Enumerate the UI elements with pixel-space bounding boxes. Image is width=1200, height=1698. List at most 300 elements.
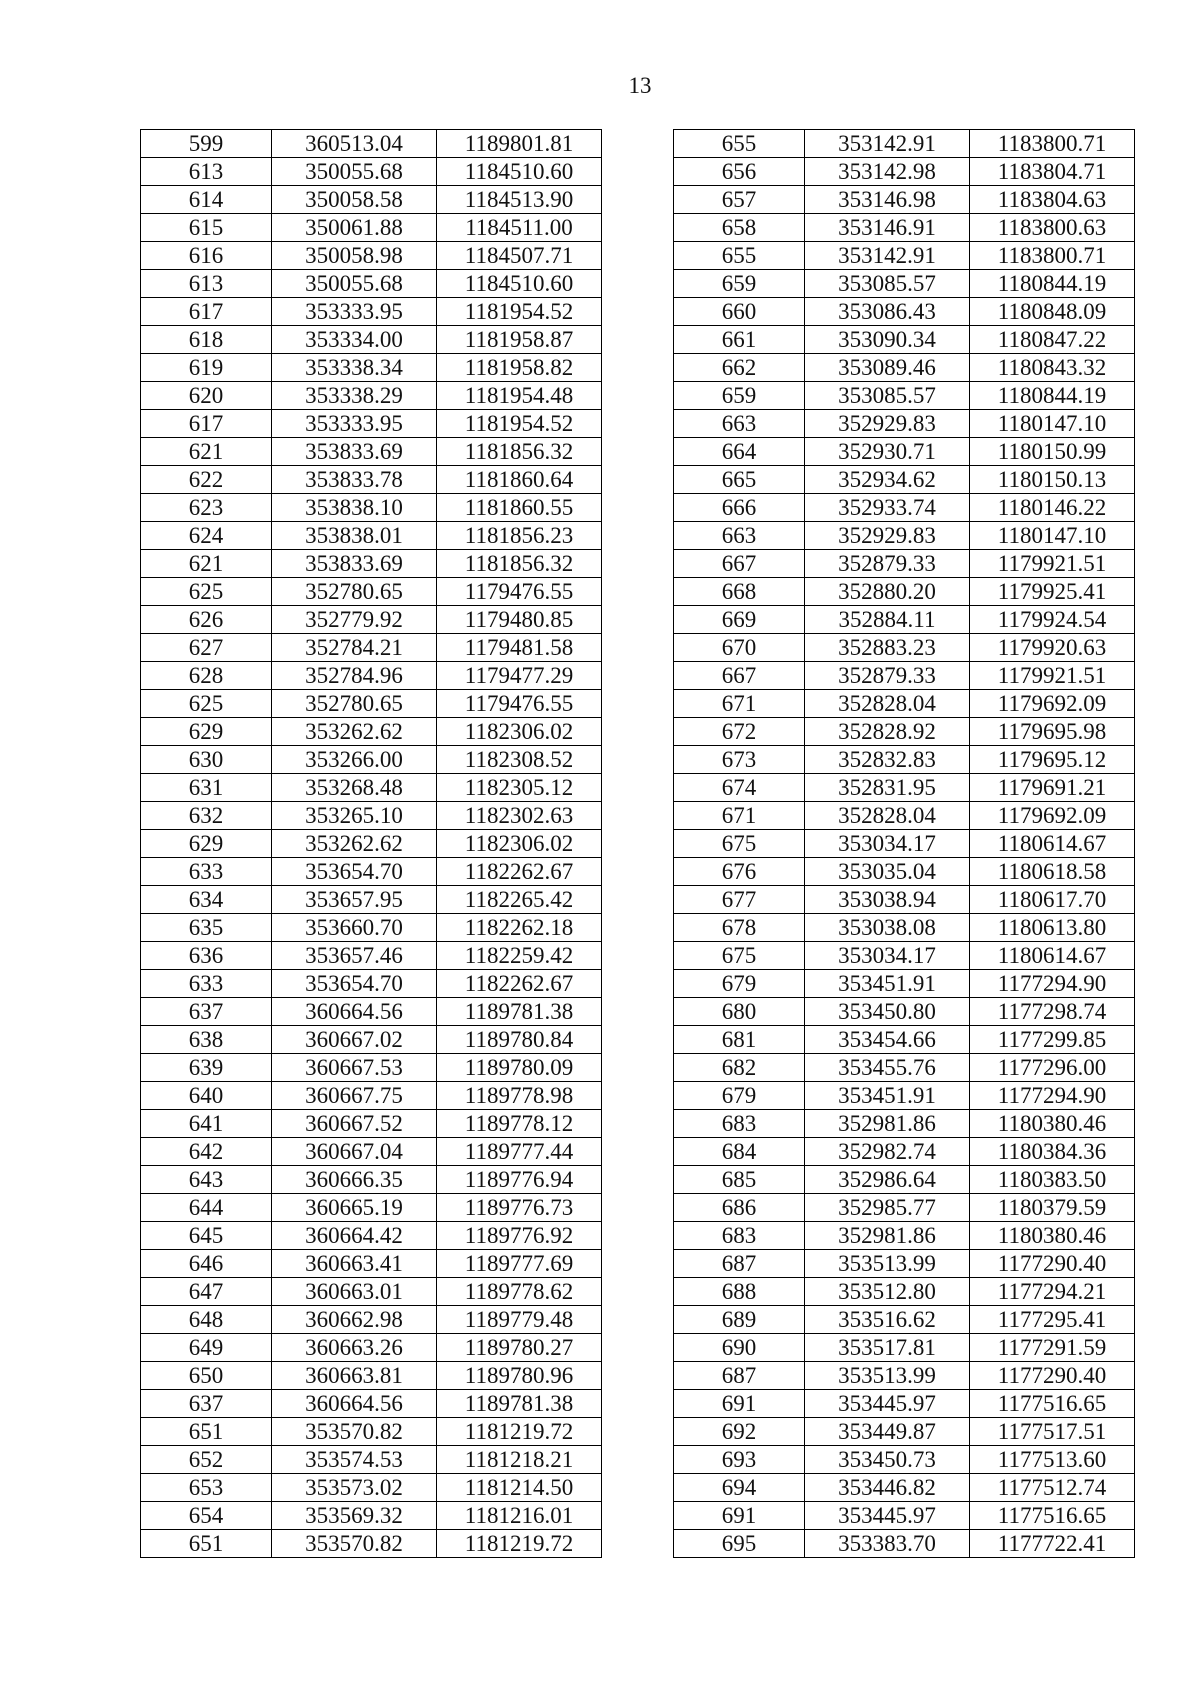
x-coordinate-cell: 360664.56 [272, 998, 437, 1026]
point-number-cell: 673 [674, 746, 805, 774]
x-coordinate-cell: 353035.04 [805, 858, 970, 886]
x-coordinate-cell: 353333.95 [272, 410, 437, 438]
x-coordinate-cell: 353449.87 [805, 1418, 970, 1446]
point-number-cell: 666 [674, 494, 805, 522]
point-number-cell: 688 [674, 1278, 805, 1306]
table-row [141, 1222, 602, 1250]
table-row [674, 970, 1135, 998]
x-coordinate-cell: 353268.48 [272, 774, 437, 802]
x-coordinate-cell: 352930.71 [805, 438, 970, 466]
x-coordinate-cell: 353038.08 [805, 914, 970, 942]
table-row [141, 130, 602, 158]
point-number-cell: 681 [674, 1026, 805, 1054]
y-coordinate-cell: 1177291.59 [970, 1334, 1135, 1362]
y-coordinate-cell: 1180380.46 [970, 1222, 1135, 1250]
y-coordinate-cell: 1177294.21 [970, 1278, 1135, 1306]
x-coordinate-cell: 360664.56 [272, 1390, 437, 1418]
point-number-cell: 684 [674, 1138, 805, 1166]
table-row [141, 1390, 602, 1418]
x-coordinate-cell: 352934.62 [805, 466, 970, 494]
y-coordinate-cell: 1189779.48 [437, 1306, 602, 1334]
y-coordinate-cell: 1179695.98 [970, 718, 1135, 746]
y-coordinate-cell: 1184511.00 [437, 214, 602, 242]
x-coordinate-cell: 350061.88 [272, 214, 437, 242]
y-coordinate-cell: 1180844.19 [970, 382, 1135, 410]
y-coordinate-cell: 1183804.71 [970, 158, 1135, 186]
point-number-cell: 693 [674, 1446, 805, 1474]
table-row [674, 662, 1135, 690]
page-number: 13 [628, 73, 652, 98]
table-row [141, 690, 602, 718]
point-number-cell: 617 [141, 298, 272, 326]
y-coordinate-cell: 1189780.96 [437, 1362, 602, 1390]
y-coordinate-cell: 1182302.63 [437, 802, 602, 830]
x-coordinate-cell: 353146.91 [805, 214, 970, 242]
point-number-cell: 625 [141, 578, 272, 606]
y-coordinate-cell: 1179925.41 [970, 578, 1135, 606]
x-coordinate-cell: 352831.95 [805, 774, 970, 802]
point-number-cell: 625 [141, 690, 272, 718]
table-row [674, 914, 1135, 942]
y-coordinate-cell: 1181218.21 [437, 1446, 602, 1474]
x-coordinate-cell: 350058.98 [272, 242, 437, 270]
point-number-cell: 642 [141, 1138, 272, 1166]
y-coordinate-cell: 1179477.29 [437, 662, 602, 690]
x-coordinate-cell: 353333.95 [272, 298, 437, 326]
y-coordinate-cell: 1179692.09 [970, 802, 1135, 830]
x-coordinate-cell: 353034.17 [805, 942, 970, 970]
table-row [141, 1418, 602, 1446]
point-number-cell: 633 [141, 858, 272, 886]
point-number-cell: 691 [674, 1502, 805, 1530]
y-coordinate-cell: 1179695.12 [970, 746, 1135, 774]
y-coordinate-cell: 1189780.27 [437, 1334, 602, 1362]
point-number-cell: 677 [674, 886, 805, 914]
x-coordinate-cell: 353570.82 [272, 1530, 437, 1558]
point-number-cell: 627 [141, 634, 272, 662]
table-row [674, 1278, 1135, 1306]
y-coordinate-cell: 1177513.60 [970, 1446, 1135, 1474]
point-number-cell: 662 [674, 354, 805, 382]
table-row [141, 354, 602, 382]
point-number-cell: 658 [674, 214, 805, 242]
point-number-cell: 644 [141, 1194, 272, 1222]
y-coordinate-cell: 1181954.52 [437, 298, 602, 326]
table-row [674, 578, 1135, 606]
y-coordinate-cell: 1180848.09 [970, 298, 1135, 326]
point-number-cell: 689 [674, 1306, 805, 1334]
x-coordinate-cell: 353445.97 [805, 1502, 970, 1530]
y-coordinate-cell: 1181216.01 [437, 1502, 602, 1530]
table-row [141, 746, 602, 774]
point-number-cell: 653 [141, 1474, 272, 1502]
point-number-cell: 640 [141, 1082, 272, 1110]
y-coordinate-cell: 1181214.50 [437, 1474, 602, 1502]
x-coordinate-cell: 352929.83 [805, 522, 970, 550]
y-coordinate-cell: 1189776.92 [437, 1222, 602, 1250]
table-row [141, 634, 602, 662]
point-number-cell: 679 [674, 1082, 805, 1110]
table-row [674, 214, 1135, 242]
x-coordinate-cell: 353513.99 [805, 1250, 970, 1278]
table-row [141, 1138, 602, 1166]
x-coordinate-cell: 353085.57 [805, 270, 970, 298]
y-coordinate-cell: 1180380.46 [970, 1110, 1135, 1138]
y-coordinate-cell: 1177295.41 [970, 1306, 1135, 1334]
point-number-cell: 691 [674, 1390, 805, 1418]
point-number-cell: 685 [674, 1166, 805, 1194]
x-coordinate-cell: 353513.99 [805, 1362, 970, 1390]
y-coordinate-cell: 1189778.98 [437, 1082, 602, 1110]
x-coordinate-cell: 352879.33 [805, 550, 970, 578]
table-row [141, 942, 602, 970]
point-number-cell: 623 [141, 494, 272, 522]
point-number-cell: 639 [141, 1054, 272, 1082]
x-coordinate-cell: 353262.62 [272, 718, 437, 746]
table-row [674, 690, 1135, 718]
y-coordinate-cell: 1182262.67 [437, 858, 602, 886]
y-coordinate-cell: 1177294.90 [970, 970, 1135, 998]
y-coordinate-cell: 1177517.51 [970, 1418, 1135, 1446]
table-row [141, 1082, 602, 1110]
table-row [674, 1446, 1135, 1474]
x-coordinate-cell: 353454.66 [805, 1026, 970, 1054]
x-coordinate-cell: 360667.02 [272, 1026, 437, 1054]
x-coordinate-cell: 353445.97 [805, 1390, 970, 1418]
table-row [141, 1502, 602, 1530]
x-coordinate-cell: 360665.19 [272, 1194, 437, 1222]
y-coordinate-cell: 1181954.52 [437, 410, 602, 438]
y-coordinate-cell: 1180379.59 [970, 1194, 1135, 1222]
table-row [674, 1418, 1135, 1446]
y-coordinate-cell: 1180147.10 [970, 410, 1135, 438]
point-number-cell: 648 [141, 1306, 272, 1334]
x-coordinate-cell: 352779.92 [272, 606, 437, 634]
point-number-cell: 671 [674, 690, 805, 718]
y-coordinate-cell: 1179480.85 [437, 606, 602, 634]
table-row [674, 830, 1135, 858]
point-number-cell: 621 [141, 438, 272, 466]
table-row [674, 382, 1135, 410]
x-coordinate-cell: 353446.82 [805, 1474, 970, 1502]
table-row [141, 1446, 602, 1474]
x-coordinate-cell: 353654.70 [272, 970, 437, 998]
point-number-cell: 654 [141, 1502, 272, 1530]
point-number-cell: 672 [674, 718, 805, 746]
table-row [141, 270, 602, 298]
x-coordinate-cell: 352933.74 [805, 494, 970, 522]
table-row [141, 242, 602, 270]
point-number-cell: 633 [141, 970, 272, 998]
y-coordinate-cell: 1182308.52 [437, 746, 602, 774]
y-coordinate-cell: 1179481.58 [437, 634, 602, 662]
table-row [141, 1166, 602, 1194]
y-coordinate-cell: 1180383.50 [970, 1166, 1135, 1194]
point-number-cell: 651 [141, 1418, 272, 1446]
y-coordinate-cell: 1181856.23 [437, 522, 602, 550]
point-number-cell: 695 [674, 1530, 805, 1558]
point-number-cell: 687 [674, 1250, 805, 1278]
point-number-cell: 628 [141, 662, 272, 690]
x-coordinate-cell: 353142.91 [805, 130, 970, 158]
table-row [674, 130, 1135, 158]
point-number-cell: 668 [674, 578, 805, 606]
y-coordinate-cell: 1189778.12 [437, 1110, 602, 1138]
x-coordinate-cell: 352828.04 [805, 690, 970, 718]
x-coordinate-cell: 360667.75 [272, 1082, 437, 1110]
y-coordinate-cell: 1179691.21 [970, 774, 1135, 802]
y-coordinate-cell: 1177294.90 [970, 1082, 1135, 1110]
y-coordinate-cell: 1181856.32 [437, 438, 602, 466]
y-coordinate-cell: 1181219.72 [437, 1530, 602, 1558]
point-number-cell: 682 [674, 1054, 805, 1082]
table-row [674, 1306, 1135, 1334]
point-number-cell: 634 [141, 886, 272, 914]
point-number-cell: 613 [141, 270, 272, 298]
table-row [141, 662, 602, 690]
table-row [141, 410, 602, 438]
x-coordinate-cell: 353450.73 [805, 1446, 970, 1474]
y-coordinate-cell: 1177516.65 [970, 1502, 1135, 1530]
point-number-cell: 618 [141, 326, 272, 354]
table-row [674, 1138, 1135, 1166]
y-coordinate-cell: 1179921.51 [970, 662, 1135, 690]
table-row [674, 1222, 1135, 1250]
point-number-cell: 624 [141, 522, 272, 550]
point-number-cell: 660 [674, 298, 805, 326]
x-coordinate-cell: 353660.70 [272, 914, 437, 942]
x-coordinate-cell: 360663.41 [272, 1250, 437, 1278]
point-number-cell: 667 [674, 550, 805, 578]
x-coordinate-cell: 353517.81 [805, 1334, 970, 1362]
x-coordinate-cell: 353338.29 [272, 382, 437, 410]
point-number-cell: 636 [141, 942, 272, 970]
y-coordinate-cell: 1180613.80 [970, 914, 1135, 942]
x-coordinate-cell: 353262.62 [272, 830, 437, 858]
point-number-cell: 683 [674, 1222, 805, 1250]
point-number-cell: 643 [141, 1166, 272, 1194]
point-number-cell: 656 [674, 158, 805, 186]
x-coordinate-cell: 352884.11 [805, 606, 970, 634]
y-coordinate-cell: 1189777.44 [437, 1138, 602, 1166]
y-coordinate-cell: 1182265.42 [437, 886, 602, 914]
x-coordinate-cell: 353334.00 [272, 326, 437, 354]
point-number-cell: 641 [141, 1110, 272, 1138]
y-coordinate-cell: 1180843.32 [970, 354, 1135, 382]
point-number-cell: 629 [141, 830, 272, 858]
point-number-cell: 617 [141, 410, 272, 438]
point-number-cell: 621 [141, 550, 272, 578]
point-number-cell: 620 [141, 382, 272, 410]
x-coordinate-cell: 353833.78 [272, 466, 437, 494]
y-coordinate-cell: 1189776.94 [437, 1166, 602, 1194]
y-coordinate-cell: 1183800.71 [970, 130, 1135, 158]
x-coordinate-cell: 353838.01 [272, 522, 437, 550]
y-coordinate-cell: 1189780.09 [437, 1054, 602, 1082]
x-coordinate-cell: 352828.04 [805, 802, 970, 830]
table-row [674, 550, 1135, 578]
x-coordinate-cell: 353512.80 [805, 1278, 970, 1306]
x-coordinate-cell: 352982.74 [805, 1138, 970, 1166]
table-row [674, 1166, 1135, 1194]
table-row [141, 1474, 602, 1502]
point-number-cell: 675 [674, 942, 805, 970]
point-number-cell: 680 [674, 998, 805, 1026]
x-coordinate-cell: 350055.68 [272, 158, 437, 186]
table-row [141, 550, 602, 578]
point-number-cell: 694 [674, 1474, 805, 1502]
table-row [674, 606, 1135, 634]
point-number-cell: 638 [141, 1026, 272, 1054]
table-row [141, 578, 602, 606]
table-row [674, 634, 1135, 662]
point-number-cell: 659 [674, 382, 805, 410]
point-number-cell: 664 [674, 438, 805, 466]
table-row [141, 774, 602, 802]
y-coordinate-cell: 1180617.70 [970, 886, 1135, 914]
table-row [674, 746, 1135, 774]
table-row [141, 830, 602, 858]
table-row [674, 802, 1135, 830]
point-number-cell: 665 [674, 466, 805, 494]
point-number-cell: 615 [141, 214, 272, 242]
y-coordinate-cell: 1180847.22 [970, 326, 1135, 354]
point-number-cell: 650 [141, 1362, 272, 1390]
point-number-cell: 649 [141, 1334, 272, 1362]
y-coordinate-cell: 1182262.18 [437, 914, 602, 942]
y-coordinate-cell: 1180618.58 [970, 858, 1135, 886]
point-number-cell: 651 [141, 1530, 272, 1558]
y-coordinate-cell: 1189778.62 [437, 1278, 602, 1306]
table-row [141, 298, 602, 326]
y-coordinate-cell: 1181856.32 [437, 550, 602, 578]
table-row [141, 718, 602, 746]
table-row [674, 410, 1135, 438]
y-coordinate-cell: 1179692.09 [970, 690, 1135, 718]
table-row [674, 1334, 1135, 1362]
y-coordinate-cell: 1179924.54 [970, 606, 1135, 634]
y-coordinate-cell: 1181860.64 [437, 466, 602, 494]
y-coordinate-cell: 1182306.02 [437, 830, 602, 858]
point-number-cell: 690 [674, 1334, 805, 1362]
point-number-cell: 619 [141, 354, 272, 382]
point-number-cell: 622 [141, 466, 272, 494]
x-coordinate-cell: 353090.34 [805, 326, 970, 354]
y-coordinate-cell: 1180614.67 [970, 942, 1135, 970]
point-number-cell: 686 [674, 1194, 805, 1222]
point-number-cell: 683 [674, 1110, 805, 1138]
table-row [674, 494, 1135, 522]
point-number-cell: 613 [141, 158, 272, 186]
x-coordinate-cell: 360667.53 [272, 1054, 437, 1082]
y-coordinate-cell: 1179921.51 [970, 550, 1135, 578]
table-row [674, 1054, 1135, 1082]
table-row [141, 438, 602, 466]
table-row [141, 1054, 602, 1082]
y-coordinate-cell: 1181219.72 [437, 1418, 602, 1446]
x-coordinate-cell: 353573.02 [272, 1474, 437, 1502]
y-coordinate-cell: 1180150.13 [970, 466, 1135, 494]
point-number-cell: 663 [674, 410, 805, 438]
table-row [141, 1530, 602, 1558]
table-row [674, 1110, 1135, 1138]
table-row [141, 494, 602, 522]
y-coordinate-cell: 1177290.40 [970, 1362, 1135, 1390]
x-coordinate-cell: 352880.20 [805, 578, 970, 606]
x-coordinate-cell: 360513.04 [272, 130, 437, 158]
table-row [141, 466, 602, 494]
y-coordinate-cell: 1189781.38 [437, 998, 602, 1026]
x-coordinate-cell: 353034.17 [805, 830, 970, 858]
table-row [674, 438, 1135, 466]
x-coordinate-cell: 352780.65 [272, 578, 437, 606]
point-number-cell: 616 [141, 242, 272, 270]
coordinates-table-left [140, 129, 602, 1558]
y-coordinate-cell: 1182259.42 [437, 942, 602, 970]
table-row [141, 802, 602, 830]
x-coordinate-cell: 353383.70 [805, 1530, 970, 1558]
point-number-cell: 647 [141, 1278, 272, 1306]
x-coordinate-cell: 353338.34 [272, 354, 437, 382]
table-row [141, 1194, 602, 1222]
point-number-cell: 692 [674, 1418, 805, 1446]
table-row [674, 718, 1135, 746]
x-coordinate-cell: 353142.91 [805, 242, 970, 270]
table-row [674, 858, 1135, 886]
point-number-cell: 631 [141, 774, 272, 802]
y-coordinate-cell: 1181958.82 [437, 354, 602, 382]
y-coordinate-cell: 1180844.19 [970, 270, 1135, 298]
point-number-cell: 669 [674, 606, 805, 634]
x-coordinate-cell: 353569.32 [272, 1502, 437, 1530]
table-row [141, 382, 602, 410]
table-row [674, 1530, 1135, 1558]
x-coordinate-cell: 360666.35 [272, 1166, 437, 1194]
y-coordinate-cell: 1177299.85 [970, 1026, 1135, 1054]
table-row [674, 1026, 1135, 1054]
table-row [674, 298, 1135, 326]
table-row [674, 354, 1135, 382]
x-coordinate-cell: 352784.96 [272, 662, 437, 690]
y-coordinate-cell: 1181954.48 [437, 382, 602, 410]
x-coordinate-cell: 353657.46 [272, 942, 437, 970]
y-coordinate-cell: 1179476.55 [437, 578, 602, 606]
x-coordinate-cell: 352981.86 [805, 1222, 970, 1250]
point-number-cell: 657 [674, 186, 805, 214]
table-row [141, 914, 602, 942]
x-coordinate-cell: 352828.92 [805, 718, 970, 746]
point-number-cell: 645 [141, 1222, 272, 1250]
point-number-cell: 646 [141, 1250, 272, 1278]
table-row [674, 1082, 1135, 1110]
point-number-cell: 667 [674, 662, 805, 690]
x-coordinate-cell: 360662.98 [272, 1306, 437, 1334]
point-number-cell: 655 [674, 242, 805, 270]
point-number-cell: 663 [674, 522, 805, 550]
table-row [674, 774, 1135, 802]
table-row [674, 158, 1135, 186]
point-number-cell: 687 [674, 1362, 805, 1390]
x-coordinate-cell: 353657.95 [272, 886, 437, 914]
table-row [141, 522, 602, 550]
table-row [141, 1026, 602, 1054]
table-row [141, 1306, 602, 1334]
y-coordinate-cell: 1189777.69 [437, 1250, 602, 1278]
x-coordinate-cell: 353451.91 [805, 1082, 970, 1110]
y-coordinate-cell: 1184510.60 [437, 270, 602, 298]
point-number-cell: 629 [141, 718, 272, 746]
x-coordinate-cell: 353146.98 [805, 186, 970, 214]
